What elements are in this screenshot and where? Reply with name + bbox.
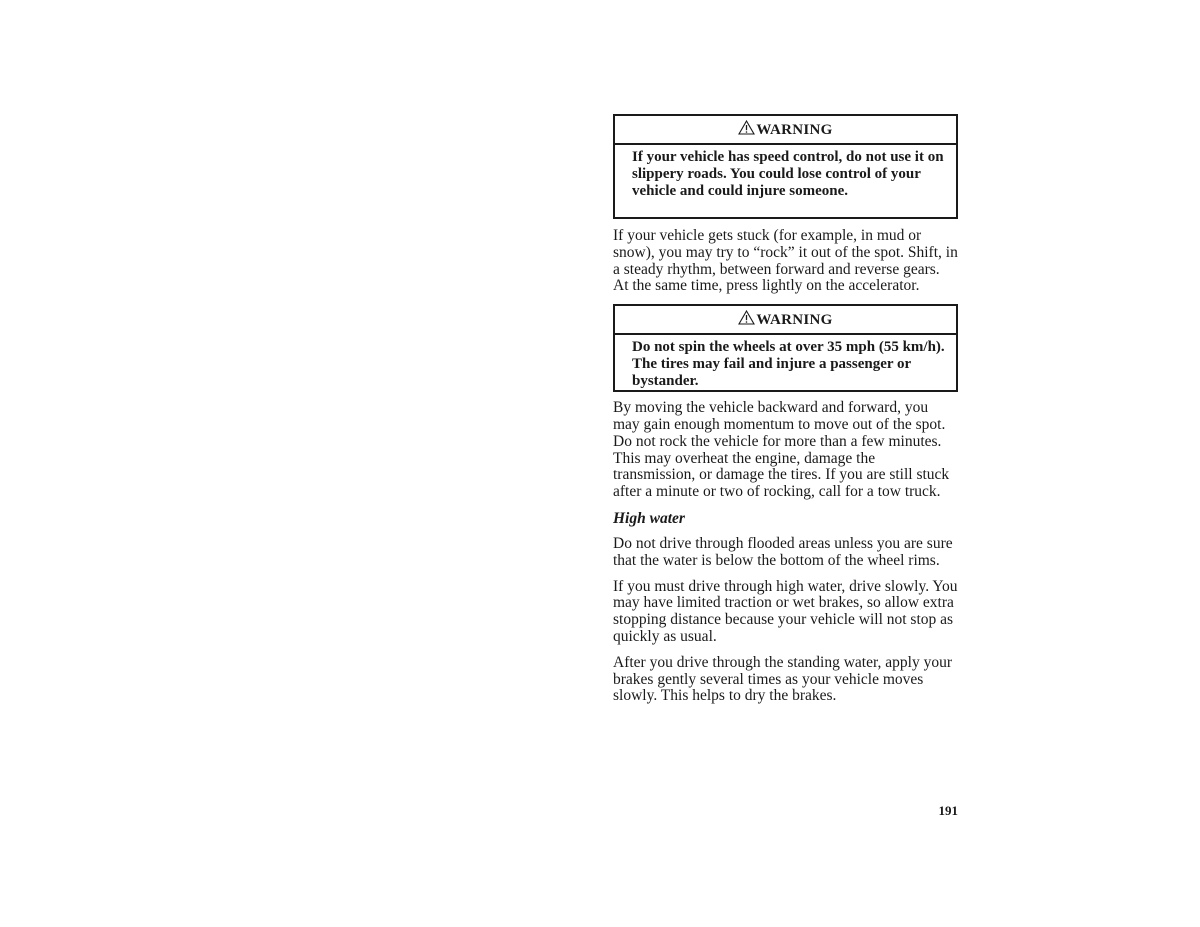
warning-box-wheel-spin bbox=[613, 304, 958, 392]
paragraph-rocking: By moving the vehicle backward and forward, you may gain enough momentum to move out of the spot. Do not rock the vehicle for more than a few minutes. This may overheat the engine, damage the transmission, or damage the tires. If you are still stuck after a minute or two of rocking, call for a tow truck. bbox=[613, 399, 950, 501]
page-content bbox=[613, 114, 958, 705]
warning-header bbox=[615, 306, 956, 335]
paragraph-flooded: Do not drive through flooded areas unless you are sure that the water is below the bottom of the wheel rims. bbox=[613, 534, 953, 569]
warning-triangle-icon bbox=[738, 310, 755, 325]
warning-title: WARNING bbox=[756, 122, 833, 138]
section-heading-high-water: High water bbox=[613, 509, 685, 527]
warning-text: Do not spin the wheels at over 35 mph (55 km/h). The tires may fail and injure a passenger or bystander. bbox=[632, 339, 945, 390]
paragraph-stuck: If your vehicle gets stuck (for example, in mud or snow), you may try to “rock” it out of the spot. Shift, in a steady rhythm, between forward and reverse gears. At the same time, press lightly on the accelerator. bbox=[613, 227, 958, 295]
page-number: 191 bbox=[938, 803, 958, 818]
warning-text: If your vehicle has speed control, do not use it on slippery roads. You could lose control of your vehicle and could injure someone. bbox=[632, 149, 944, 199]
warning-header bbox=[615, 116, 956, 145]
paragraph-drive-slowly: If you must drive through high water, drive slowly. You may have limited traction or wet brakes, so allow extra stopping distance because your vehicle will not stop as quickly as usual. bbox=[613, 577, 958, 645]
warning-title: WARNING bbox=[756, 312, 833, 329]
warning-box-speed-control bbox=[613, 114, 958, 219]
warning-triangle-icon bbox=[738, 120, 755, 135]
paragraph-dry-brakes: After you drive through the standing water, apply your brakes gently several times as your vehicle moves slowly. This helps to dry the brakes. bbox=[613, 653, 953, 705]
